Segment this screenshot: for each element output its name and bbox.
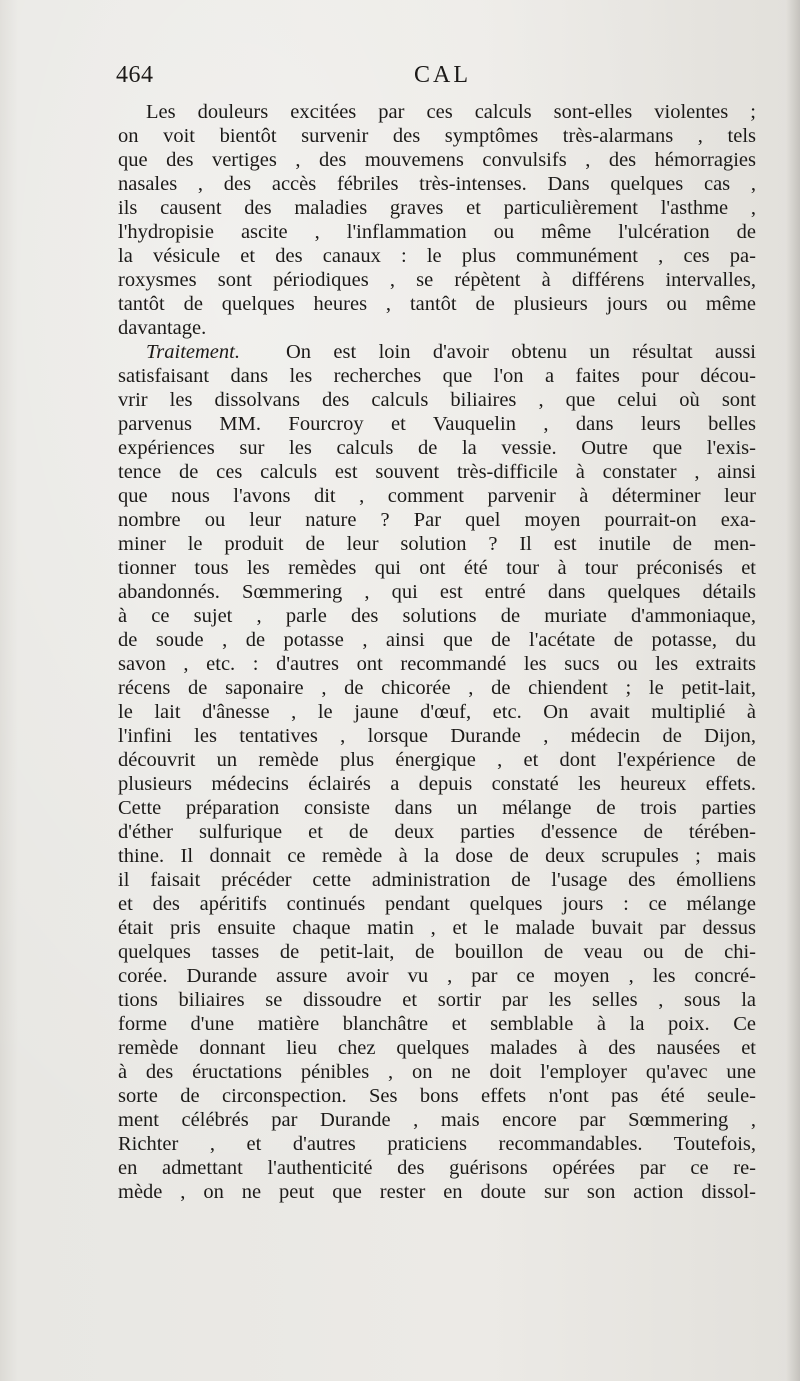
text-line: que nous l'avons dit , comment parvenir à déterminer leur: [118, 485, 756, 507]
text-line: tence de ces calculs est souvent très-difficile à constater , ainsi: [118, 461, 756, 483]
text-line: satisfaisant dans les recherches que l'on a faites pour décou-: [118, 365, 756, 387]
text-line: forme d'une matière blanchâtre et semblable à la poix. Ce: [118, 1013, 756, 1035]
running-head: CAL: [414, 62, 471, 88]
text-line: et des apéritifs continués pendant quelques jours : ce mélange: [118, 893, 756, 915]
text-line: l'hydropisie ascite , l'inflammation ou même l'ulcération de: [118, 221, 756, 243]
text-line: à ce sujet , parle des solutions de muriate d'ammoniaque,: [118, 605, 756, 627]
section-heading: Traitement.: [146, 341, 240, 363]
text-line: expériences sur les calculs de la vessie. Outre que l'exis-: [118, 437, 756, 459]
text-line: tions biliaires se dissoudre et sortir par les selles , sous la: [118, 989, 756, 1011]
text-line: à des éructations pénibles , on ne doit l'employer qu'avec une: [118, 1061, 756, 1083]
text-line: nombre ou leur nature ? Par quel moyen pourrait-on exa-: [118, 509, 756, 531]
text-line: parvenus MM. Fourcroy et Vauquelin , dans leurs belles: [118, 413, 756, 435]
text-line: thine. Il donnait ce remède à la dose de deux scrupules ; mais: [118, 845, 756, 867]
text-line: en admettant l'authenticité des guérisons opérées par ce re-: [118, 1157, 756, 1179]
text-line: savon , etc. : d'autres ont recommandé les sucs ou les extraits: [118, 653, 756, 675]
text-line: on voit bientôt survenir des symptômes très-alarmans , tels: [118, 125, 756, 147]
text-line: abandonnés. Sœmmering , qui est entré dans quelques détails: [118, 581, 756, 603]
page-header: [116, 62, 756, 96]
text-line: quelques tasses de petit-lait, de bouillon de veau ou de chi-: [118, 941, 756, 963]
text-line: On est loin d'avoir obtenu un résultat aussi: [286, 341, 756, 363]
text-line: il faisait précéder cette administration de l'usage des émolliens: [118, 869, 756, 891]
text-line: Cette préparation consiste dans un mélange de trois parties: [118, 797, 756, 819]
text-line: remède donnant lieu chez quelques malades à des nausées et: [118, 1037, 756, 1059]
text-line: la vésicule et des canaux : le plus communément , ces pa-: [118, 245, 756, 267]
page-edge-shadow: [786, 0, 800, 1381]
text-line: tionner tous les remèdes qui ont été tour à tour préconisés et: [118, 557, 756, 579]
text-line: Richter , et d'autres praticiens recommandables. Toutefois,: [118, 1133, 756, 1155]
text-line: corée. Durande assure avoir vu , par ce moyen , les concré-: [118, 965, 756, 987]
text-line: nasales , des accès fébriles très-intenses. Dans quelques cas ,: [118, 173, 756, 195]
text-line: était pris ensuite chaque matin , et le malade buvait par dessus: [118, 917, 756, 939]
text-line: d'éther sulfurique et de deux parties d'essence de térében-: [118, 821, 756, 843]
text-line: récens de saponaire , de chicorée , de chiendent ; le petit-lait,: [118, 677, 756, 699]
text-line: ils causent des maladies graves et particulièrement l'asthme ,: [118, 197, 756, 219]
text-line: miner le produit de leur solution ? Il est inutile de men-: [118, 533, 756, 555]
text-line: Les douleurs excitées par ces calculs sont-elles violentes ;: [146, 101, 756, 123]
text-line: de soude , de potasse , ainsi que de l'acétate de potasse, du: [118, 629, 756, 651]
text-line: sorte de circonspection. Ses bons effets n'ont pas été seule-: [118, 1085, 756, 1107]
text-line: vrir les dissolvans des calculs biliaires , que celui où sont: [118, 389, 756, 411]
text-line: le lait d'ânesse , le jaune d'œuf, etc. On avait multiplié à: [118, 701, 756, 723]
text-line: découvrit un remède plus énergique , et dont l'expérience de: [118, 749, 756, 771]
text-line: roxysmes sont périodiques , se répètent à différens intervalles,: [118, 269, 756, 291]
text-line: que des vertiges , des mouvemens convulsifs , des hémorragies: [118, 149, 756, 171]
text-line: davantage.: [118, 317, 207, 339]
text-line: l'infini les tentatives , lorsque Durande , médecin de Dijon,: [118, 725, 756, 747]
text-line: tantôt de quelques heures , tantôt de plusieurs jours ou même: [118, 293, 756, 315]
text-line: ment célébrés par Durande , mais encore par Sœmmering ,: [118, 1109, 756, 1131]
page-number: 464: [116, 62, 154, 88]
text-line: plusieurs médecins éclairés a depuis constaté les heureux effets.: [118, 773, 756, 795]
text-line: mède , on ne peut que rester en doute sur son action dissol-: [118, 1181, 756, 1203]
